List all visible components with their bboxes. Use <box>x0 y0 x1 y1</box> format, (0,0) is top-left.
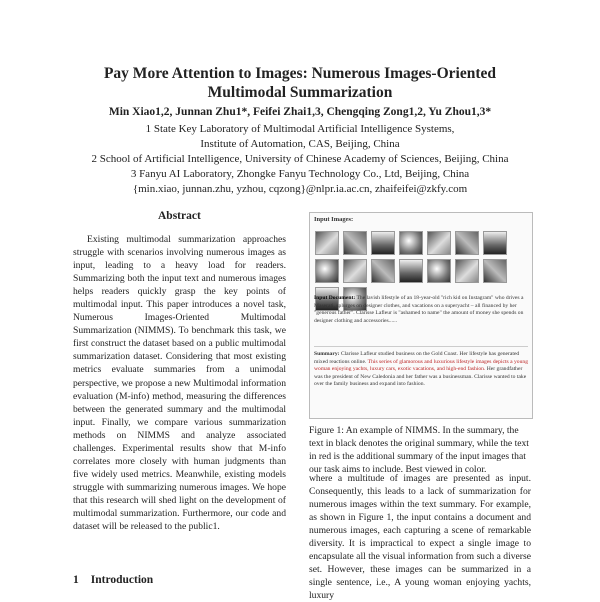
input-document-label: Input Document: <box>314 295 356 301</box>
input-image-thumbnail <box>427 231 451 255</box>
introduction-heading <box>73 574 153 586</box>
affiliations <box>30 122 570 197</box>
input-image-thumbnail <box>371 231 395 255</box>
input-image-thumbnail <box>371 259 395 283</box>
input-image-thumbnail <box>315 231 339 255</box>
summary-label: Summary: <box>314 351 340 357</box>
input-image-thumbnail <box>343 259 367 283</box>
section-title: Introduction <box>90 574 154 586</box>
affiliation-1a: 1 State Key Laboratory of Multimodal Artificial Intelligence Systems, <box>145 123 455 135</box>
input-image-thumbnail <box>455 231 479 255</box>
author-list: Min Xiao1,2, Junnan Zhu1*, Feifei Zhai1,3, Chengqing Zong1,2, Yu Zhou1,3* <box>108 106 492 118</box>
input-document-text: The lavish lifestyle of an 18-year-old "rich kid on Instagram" who drives a Maserati, splurges on designer clothes, and vacations on a superyacht – all financed by her "generous father". Clarisse Lafleur is "ashamed to name" the amount of money she spends on designer clothing and accessories...... <box>314 295 524 324</box>
input-image-thumbnail <box>483 231 507 255</box>
input-image-thumbnail <box>315 259 339 283</box>
intro-paragraph: where a multitude of images are presented as input. Consequently, this leads to a lack of summarization for numerous images within the text summary. For example, as shown in Figure 1, the input contains a document and numerous images, each capturing a scene of remarkable diversity. It is impractical to expect a single image to encapsulate all the visual information from such a diverse set. However, these images can be summarized in a single sentence, i.e., A young woman enjoying yachts, luxury <box>309 473 531 602</box>
input-images-label: Input Images: <box>314 216 354 223</box>
section-number: 1 <box>73 574 79 586</box>
intro-body <box>309 472 531 602</box>
figure-1 <box>309 212 533 419</box>
emails: {min.xiao, junnan.zhu, yzhou, cqzong}@nlpr.ia.ac.cn, zhaifeifei@zkfy.com <box>132 183 468 195</box>
summary-text: Clarisse Lafleur studied business on the Gold Coast. Her lifestyle has generated mixed reactions online. <box>314 351 520 365</box>
paper-title <box>60 64 540 102</box>
input-image-thumbnail <box>399 231 423 255</box>
title-line-1: Pay More Attention to Images: Numerous Images-Oriented <box>103 65 497 82</box>
affiliation-2: 2 School of Artificial Intelligence, University of Chinese Academy of Sciences, Beijing, China <box>91 153 509 165</box>
title-line-2: Multimodal Summarization <box>207 84 393 101</box>
input-image-thumbnail <box>399 259 423 283</box>
summary-image-text: This series of glamorous and luxurious lifestyle images depicts a young woman enjoying yachts, luxury cars, exotic vacations, and high-end fashion. <box>314 358 528 373</box>
input-image-thumbnail <box>427 259 451 283</box>
abstract-heading: Abstract <box>158 210 201 222</box>
summary-tail-text: Her grandfather was the president of New Caledonia and her father was a businessman. Clarisse wanted to take over the family business and expand into fashion. <box>314 366 527 388</box>
abstract-body <box>73 233 286 533</box>
input-image-thumbnail <box>343 231 367 255</box>
summary-block <box>314 351 528 389</box>
input-image-thumbnail <box>483 259 507 283</box>
affiliation-3: 3 Fanyu AI Laboratory, Zhongke Fanyu Technology Co., Ltd, Beijing, China <box>130 168 470 180</box>
abstract-text: Existing multimodal summarization approaches struggle with scenarios involving numerous images as input, leading to a heavy load for readers. Summarizing both the input text and numerous images helps readers quickly grasp the key points of multimodal input. This paper introduces a novel task, Numerous Images-Oriented Multimodal Summarization (NIMMS). To benchmark this task, we first construct the dataset based on a public multimodal summarization dataset. Considering that most existing metrics evaluate summaries from a unimodal perspective, we propose a new Multimodal information evaluation (M-info) method, measuring the differences between the generated summary and the multimodal input. Finally, we compare various summarization methods on NIMMS and analyze associated challenges. Experimental results show that M-info correlates more closely with human judgments than five widely used metrics. Meanwhile, existing models struggle with summarizing numerous images. We hope that this research will shed light on the development of multimodal summarization. Furthermore, our code and dataset will be released to the public1. <box>73 234 286 533</box>
input-image-thumbnail <box>455 259 479 283</box>
figure-caption: Figure 1: An example of NIMMS. In the summary, the text in black denotes the original summary, while the text in red is the additional summary of the input images that our task aims to include. Best viewed in color. <box>309 425 529 475</box>
figure-divider <box>314 346 528 347</box>
affiliation-1b: Institute of Automation, CAS, Beijing, China <box>200 138 400 150</box>
input-document <box>314 295 528 325</box>
